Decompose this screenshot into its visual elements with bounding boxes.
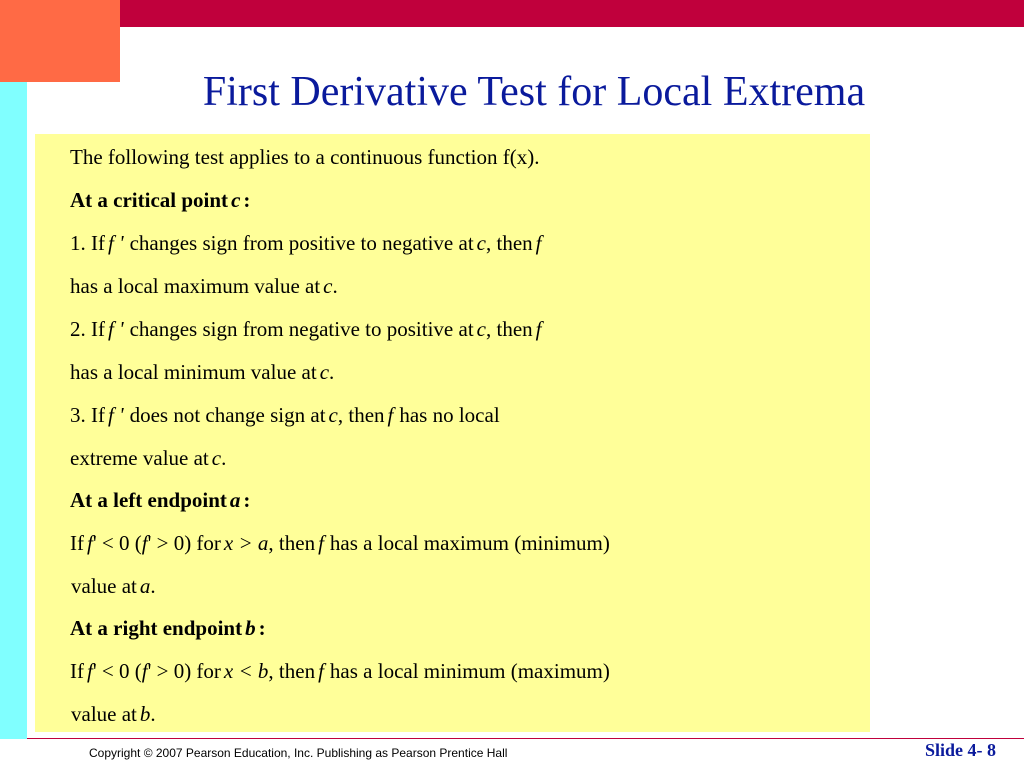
content-panel — [35, 134, 870, 732]
right-then: , then — [268, 659, 316, 683]
rule-3-text: does not change sign at — [129, 403, 326, 427]
rule-1-number: 1. If — [70, 231, 105, 255]
left-then: , then — [268, 531, 316, 555]
slide-number: Slide 4- 8 — [924, 740, 996, 760]
rule-3-line-2 — [70, 445, 226, 471]
rule-2-line-1 — [70, 316, 542, 342]
rule-1-result-var: c — [323, 274, 333, 298]
left-endpoint-line-2 — [71, 573, 156, 599]
right-line2-var: b — [139, 702, 151, 726]
left-f-1: f — [87, 531, 93, 555]
left-accent-bar — [0, 82, 27, 739]
right-line2: value at — [71, 702, 137, 726]
left-result: has a local maximum (minimum) — [329, 531, 610, 555]
rule-1-text: changes sign from positive to negative at — [129, 231, 474, 255]
rule-3-f: f — [387, 403, 394, 427]
rule-3-then: , then — [337, 403, 385, 427]
right-heading-var: b — [245, 616, 256, 640]
left-cond: ' < 0 ( — [92, 531, 142, 555]
rule-1-then: , then — [486, 231, 533, 255]
rule-2-then: , then — [486, 317, 533, 341]
intro-text: The following test applies to a continuous function f(x). — [70, 145, 540, 169]
right-heading-colon: : — [258, 616, 266, 640]
right-f-2: f — [141, 659, 148, 683]
right-endpoint-line-2 — [71, 701, 156, 727]
rule-1-f: f — [535, 231, 542, 255]
rule-2-period: . — [329, 360, 335, 384]
rule-3-result-var: c — [211, 446, 222, 470]
right-endpoint-heading — [70, 615, 266, 641]
copyright-footer: Copyright © 2007 Pearson Education, Inc. Publishing as Pearson Prentice Hall — [89, 746, 508, 760]
footer-divider — [27, 738, 1024, 739]
rule-2-var: c — [476, 317, 486, 341]
rule-2-number: 2. If — [70, 317, 105, 341]
rule-3-result: extreme value at — [70, 446, 209, 470]
right-cond: ' < 0 ( — [92, 659, 142, 683]
critical-var: c — [231, 188, 241, 212]
right-endpoint-line-1 — [70, 658, 610, 684]
left-f-2: f — [141, 531, 148, 555]
critical-point-heading — [70, 187, 250, 213]
left-endpoint-heading — [70, 487, 250, 513]
right-if: If — [70, 659, 84, 683]
right-cond2: ' > 0) for — [147, 659, 221, 683]
right-heading-text: At a right endpoint — [70, 616, 243, 640]
left-line2: value at — [71, 574, 137, 598]
right-f-1: f — [87, 659, 93, 683]
left-cond2: ' > 0) for — [147, 531, 221, 555]
rule-1-result: has a local maximum value at — [70, 274, 321, 298]
rule-1-period: . — [332, 274, 338, 298]
left-heading-var: a — [229, 488, 241, 512]
rule-2-text: changes sign from negative to positive at — [129, 317, 474, 341]
rule-2-result-var: c — [319, 360, 330, 384]
rule-1-line-1 — [70, 230, 542, 256]
left-heading-text: At a left endpoint — [70, 488, 227, 512]
left-f-3: f — [318, 531, 324, 555]
left-if: If — [70, 531, 84, 555]
rule-2-fprime: f ' — [108, 317, 124, 341]
rule-2-f: f — [535, 317, 542, 341]
rule-3-var: c — [328, 403, 338, 427]
rule-3-fprime: f ' — [108, 403, 124, 427]
intro-line — [70, 144, 540, 170]
rule-2-result: has a local minimum value at — [70, 360, 317, 384]
critical-colon: : — [243, 188, 251, 212]
rule-2-line-2 — [70, 359, 334, 385]
slide-title: First Derivative Test for Local Extrema — [202, 69, 866, 115]
right-period: . — [150, 702, 156, 726]
rule-3-number: 3. If — [70, 403, 105, 427]
left-endpoint-line-1 — [70, 530, 610, 556]
rule-3-tail: has no local — [399, 403, 500, 427]
right-f-3: f — [318, 659, 324, 683]
left-line2-var: a — [139, 574, 151, 598]
rule-1-var: c — [476, 231, 486, 255]
rule-3-line-1 — [70, 402, 500, 428]
left-ineq: x > a — [223, 531, 269, 555]
rule-1-fprime: f ' — [108, 231, 124, 255]
left-period: . — [150, 574, 156, 598]
left-heading-colon: : — [243, 488, 251, 512]
right-ineq: x < b — [223, 659, 269, 683]
top-accent-bar — [120, 0, 1024, 27]
rule-3-period: . — [221, 446, 227, 470]
right-result: has a local minimum (maximum) — [329, 659, 610, 683]
rule-1-line-2 — [70, 273, 338, 299]
critical-heading-text: At a critical point — [70, 188, 229, 212]
